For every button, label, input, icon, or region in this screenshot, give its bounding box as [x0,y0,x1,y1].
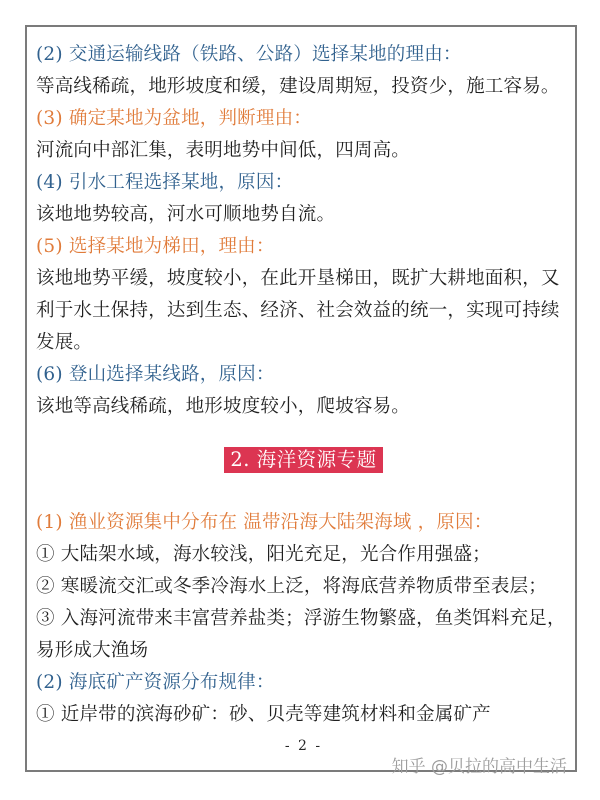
document-line: (4) 引水工程选择某地，原因： [36,172,294,193]
document-line: 易形成大渔场 [36,640,149,661]
document-line: (2) 交通运输线路（铁路、公路）选择某地的理由： [36,44,462,65]
page-content [27,27,575,754]
page-border-frame [25,25,577,772]
document-line: 利于水土保持，达到生态、经济、社会效益的统一，实现可持续 [36,300,560,321]
document-line: (2) 海底矿产资源分布规律： [36,672,275,693]
watermark: 知乎 @贝拉的高中生活 [391,757,567,777]
document-line: 该地地势平缓，坡度较小，在此开垦梯田，既扩大耕地面积，又 [36,268,560,289]
document-line: ① 近岸带的滨海砂矿：砂、贝壳等建筑材料和金属矿产 [36,704,491,725]
document-line: ① 大陆架水域，海水较浅，阳光充足，光合作用强盛； [36,544,491,565]
document-line: ② 寒暖流交汇或冬季冷海水上泛，将海底营养物质带至表层； [36,576,547,597]
document-line: (3) 确定某地为盆地，判断理由： [36,108,312,129]
document-line: ③ 入海河流带来丰富营养盐类；浮游生物繁盛，鱼类饵料充足， [36,608,566,629]
section-title: 2. 海洋资源专题 [224,447,382,473]
section-terrain-lines [36,39,571,423]
page-number: - 2 - [284,738,323,754]
document-line: (6) 登山选择某线路，原因： [36,364,275,385]
section-title-row [36,447,571,473]
document-line: (5) 选择某地为梯田，理由： [36,236,275,257]
document-line: 该地地势较高，河水可顺地势自流。 [36,204,336,225]
document-line: 河流向中部汇集，表明地势中间低，四周高。 [36,140,411,161]
section-ocean-lines [36,507,571,731]
document-line: 该地等高线稀疏，地形坡度较小，爬坡容易。 [36,396,411,417]
document-line: 等高线稀疏，地形坡度和缓，建设周期短，投资少，施工容易。 [36,76,560,97]
document-line: (1) 渔业资源集中分布在 温带沿海大陆架海域 ，原因： [36,512,493,533]
document-line: 发展。 [36,332,93,353]
